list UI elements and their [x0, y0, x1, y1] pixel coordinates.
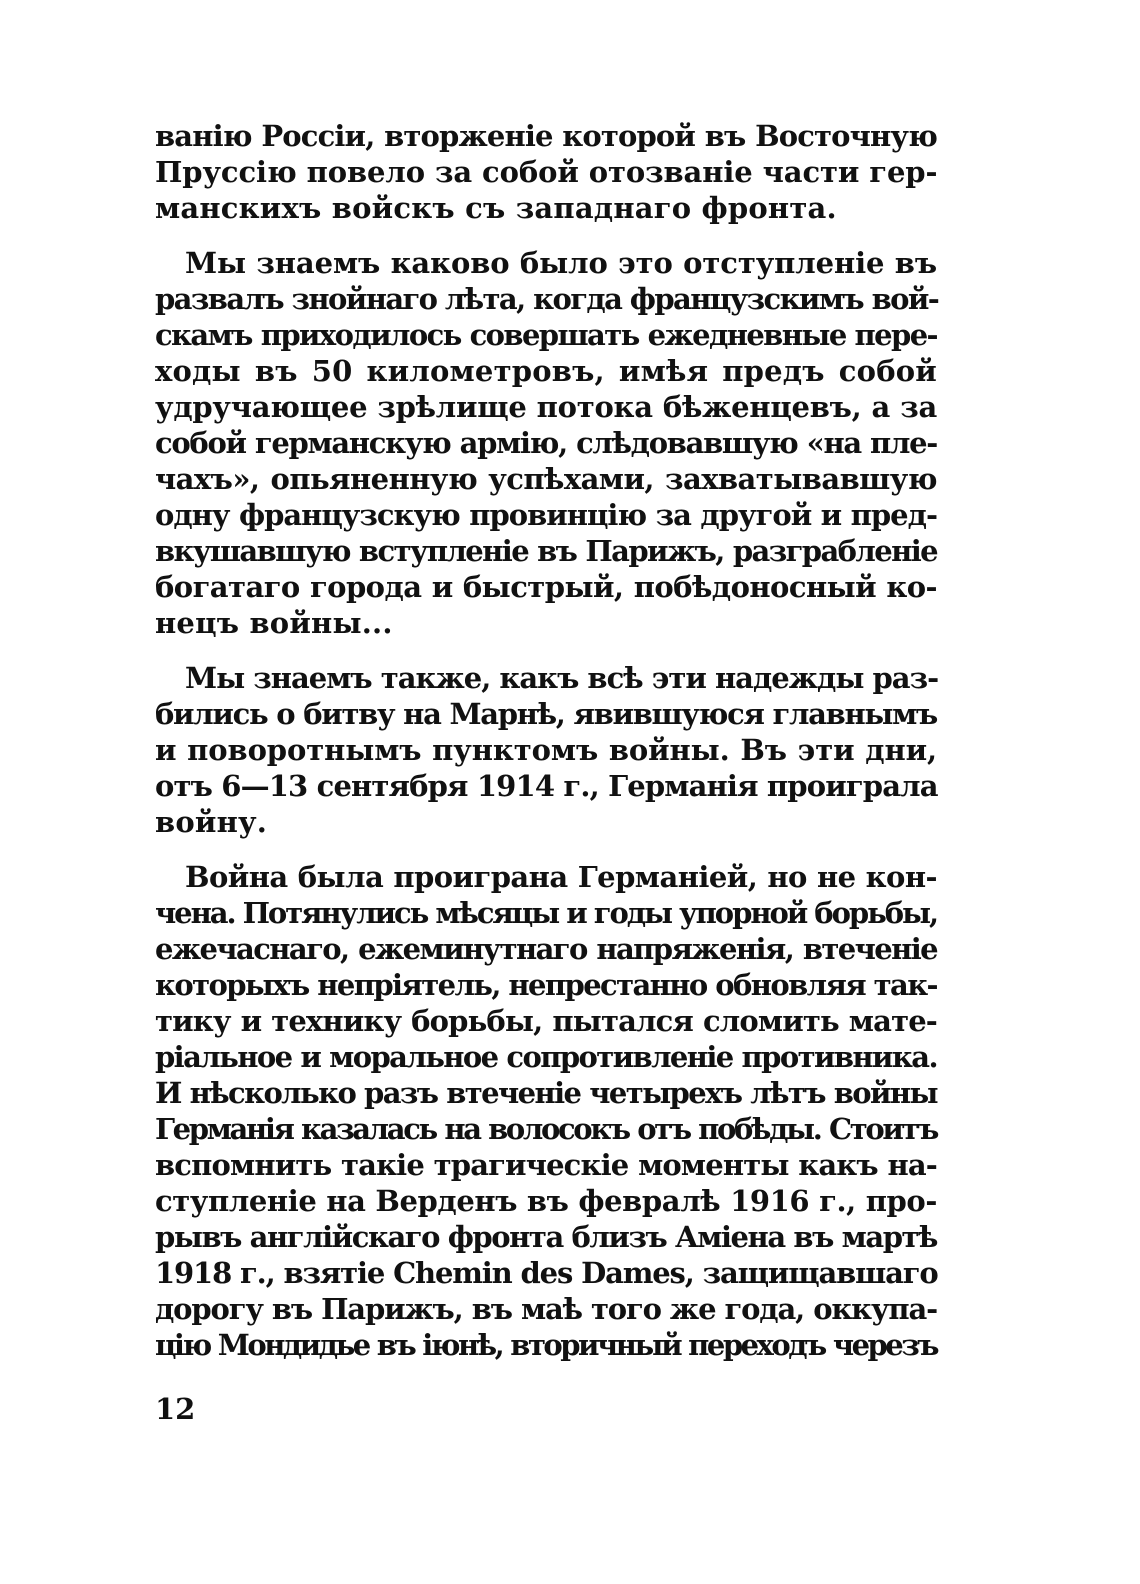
text-line: Война была проиграна Германіей, но не кон- — [185, 860, 937, 894]
text-line: И нѣсколько разъ втеченіе четырехъ лѣтъ войны — [155, 1076, 937, 1110]
text-line: богатаго города и быстрый, побѣдоносный ко- — [155, 570, 937, 604]
text-line: ріальное и моральное сопротивленіе противника. — [155, 1040, 937, 1074]
text-line: войну. — [155, 805, 268, 839]
text-line: нецъ войны... — [155, 606, 393, 640]
text-line: отъ 6—13 сентября 1914 г., Германія проиграла — [155, 769, 938, 803]
text-line: вспомнить такіе трагическіе моменты какъ на- — [155, 1148, 937, 1182]
text-line: ходы въ 50 километровъ, имѣя предъ собой — [155, 354, 937, 388]
text-line: Германія казалась на волосокъ отъ побѣды. Стоитъ — [155, 1112, 937, 1146]
text-line: ванію Россіи, вторженіе которой въ Восточную — [155, 119, 937, 153]
text-line: чахъ», опьяненную успѣхами, захватывавшую — [155, 462, 937, 496]
text-line: рывъ англійскаго фронта близъ Аміена въ мартѣ — [155, 1220, 937, 1254]
paragraph-2 — [155, 245, 937, 641]
text-line: бились о битву на Марнѣ, явившуюся главнымъ — [155, 697, 937, 731]
text-line: Мы знаемъ каково было это отступленіе въ — [185, 246, 937, 280]
text-line: Мы знаемъ также, какъ всѣ эти надежды раз- — [185, 661, 939, 695]
paragraph-4 — [155, 859, 937, 1363]
body-text — [155, 118, 937, 1363]
paragraph-1 — [155, 118, 937, 226]
text-line: которыхъ непріятель, непрестанно обновляя так- — [155, 968, 937, 1002]
text-line: одну французскую провинцію за другой и пред- — [155, 498, 937, 532]
text-line: и поворотнымъ пунктомъ войны. Въ эти дни, — [155, 733, 937, 767]
text-line: удручающее зрѣлище потока бѣженцевъ, а за — [155, 390, 937, 424]
text-line: ежечаснаго, ежеминутнаго напряженія, втеченіе — [155, 932, 937, 966]
text-line: чена. Потянулись мѣсяцы и годы упорной борьбы, — [155, 896, 938, 930]
text-line: Пруссію повело за собой отозваніе части гер- — [155, 155, 938, 189]
page-number: 12 — [155, 1392, 196, 1426]
text-line: развалъ знойнаго лѣта, когда французскимъ вой- — [155, 282, 939, 316]
text-line: дорогу въ Парижъ, въ маѣ того же года, оккупа- — [155, 1292, 937, 1326]
text-line: ступленіе на Верденъ въ февралѣ 1916 г., про- — [155, 1184, 937, 1218]
text-line: тику и технику борьбы, пытался сломить мате- — [155, 1004, 937, 1038]
text-line: собой германскую армію, слѣдовавшую «на пле- — [155, 426, 937, 460]
text-line: вкушавшую вступленіе въ Парижъ, разграбленіе — [155, 534, 937, 568]
paragraph-3 — [155, 660, 937, 840]
text-line: скамъ приходилось совершать ежедневные пере- — [155, 318, 937, 352]
text-line: цію Мондидье въ іюнѣ, вторичный переходъ черезъ — [155, 1328, 937, 1362]
text-line: 1918 г., взятіе Chemin des Dames, защищавшаго — [155, 1256, 938, 1290]
text-line: манскихъ войскъ съ западнаго фронта. — [155, 191, 837, 225]
